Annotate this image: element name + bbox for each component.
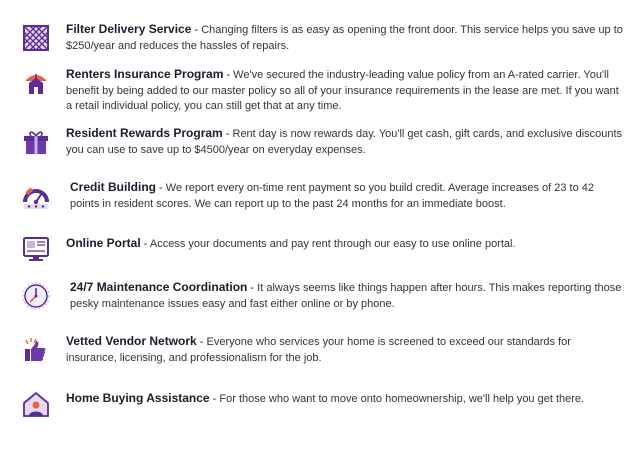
separator: - [140, 238, 150, 250]
filter-icon [22, 24, 50, 52]
service-title: Resident Rewards Program [66, 126, 223, 140]
service-title: Credit Building [70, 180, 156, 194]
service-title: Renters Insurance Program [66, 67, 224, 81]
service-item-renters-insurance [22, 67, 624, 115]
service-title: Filter Delivery Service [66, 22, 192, 36]
home-person-icon [22, 390, 50, 418]
service-title: Vetted Vendor Network [66, 334, 197, 348]
service-description: Everyone who services your home is screened to exceed our standards for insurance, licensing, and professionalism for the job. [66, 336, 571, 364]
service-description: Access your documents and pay rent through our easy to use online portal. [149, 238, 516, 250]
service-item-credit-building [22, 180, 624, 212]
service-description: Rent day is now rewards day. You'll get cash, gift cards, and exclusive discounts you can use to save up to $4500/year on everyday expenses. [66, 128, 623, 156]
monitor-icon [22, 235, 50, 263]
separator: - [196, 336, 207, 348]
service-item-online-portal [22, 233, 624, 263]
service-description: It always seems like things happen after hours. This makes reporting those pesky maintenance issues easy and fast either online or by phone. [70, 282, 622, 310]
separator: - [222, 128, 233, 140]
service-title: Home Buying Assistance [66, 391, 210, 405]
service-item-filter-delivery [22, 22, 624, 54]
service-description: We report every on-time rent payment so you build credit. Average increases of 23 to 42 points in resident scores. We can report up to the past 24 months for an immediate boost. [70, 182, 594, 210]
separator: - [191, 24, 202, 36]
service-title: Online Portal [66, 236, 141, 250]
service-item-vetted-vendor [22, 334, 624, 366]
service-description: We've secured the industry-leading value policy from an A-rated carrier. You'll benefit by being added to our master policy so all of your insurance requirements in the lease are met. If you want a retail individual policy, you can still get that at any time. [66, 69, 619, 112]
separator: - [156, 182, 166, 194]
clock-icon [22, 282, 50, 310]
gauge-icon [22, 182, 50, 210]
service-item-maintenance [22, 280, 624, 312]
service-description: Changing filters is as easy as opening the front door. This service helps you save up to $250/year and reduces the hassles of repairs. [66, 24, 623, 52]
gift-icon [22, 128, 50, 156]
separator: - [223, 69, 234, 81]
separator: - [247, 282, 258, 294]
service-item-resident-rewards [22, 126, 624, 158]
service-title: 24/7 Maintenance Coordination [70, 280, 248, 294]
thumbs-up-icon [22, 336, 50, 364]
separator: - [209, 393, 220, 405]
umbrella-house-icon [22, 69, 50, 97]
service-item-home-buying [22, 388, 624, 418]
service-description: For those who want to move onto homeownership, we'll help you get there. [219, 393, 585, 405]
